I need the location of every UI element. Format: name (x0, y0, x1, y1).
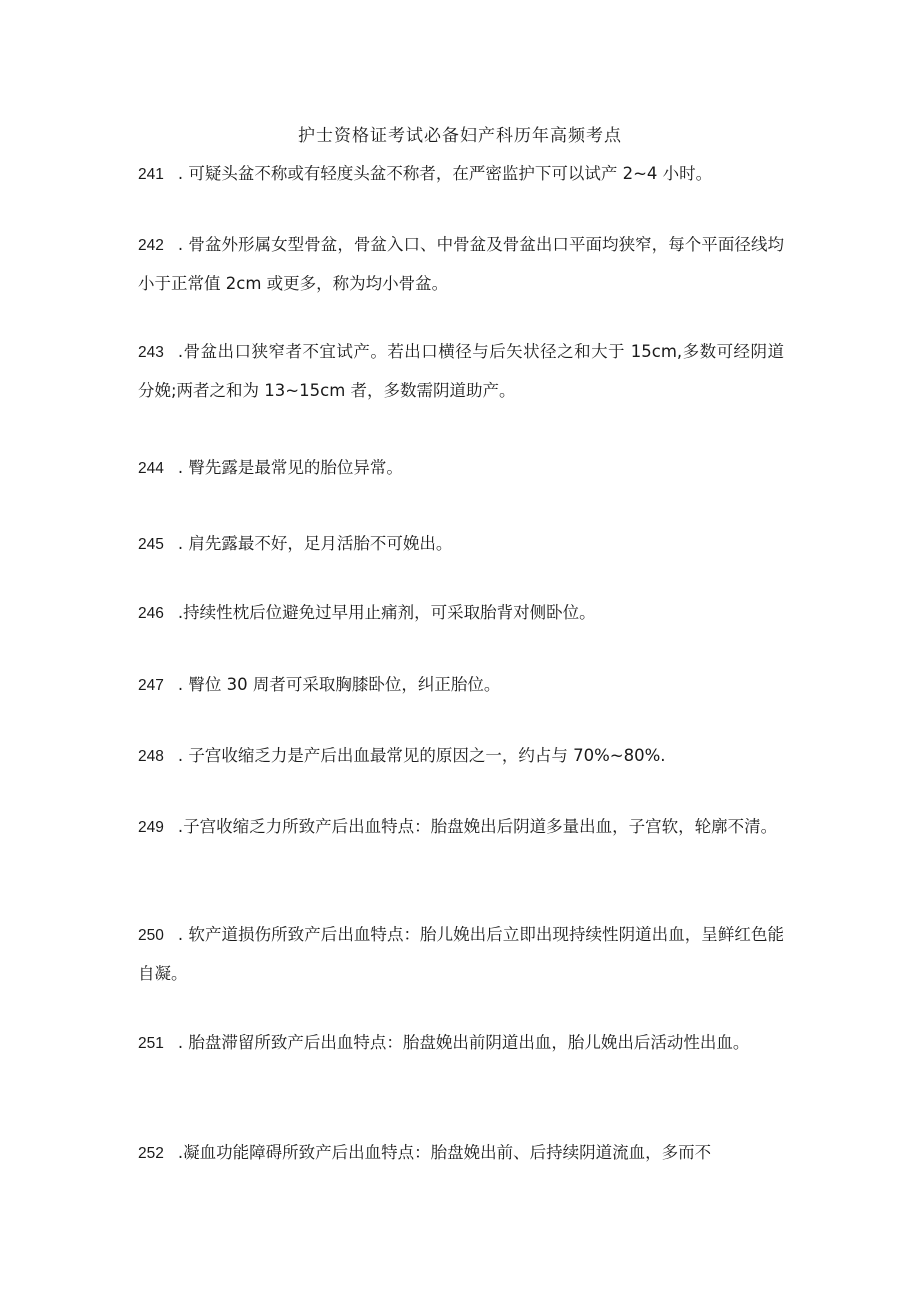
item-number: 242 (138, 237, 164, 254)
item-number: 245 (138, 536, 164, 553)
item-text: . 可疑头盆不称或有轻度头盆不称者，在严密监护下可以试产 2~4 小时。 (177, 164, 713, 183)
list-item (138, 666, 784, 705)
item-number: 244 (138, 460, 164, 477)
item-text: . 肩先露最不好，足月活胎不可娩出。 (177, 534, 453, 553)
page-title: 护士资格证考试必备妇产科历年高频考点 (298, 126, 622, 146)
item-number: 247 (138, 677, 164, 694)
list-item (138, 525, 784, 564)
list-item (138, 1134, 784, 1173)
item-text: . 臀先露是最常见的胎位异常。 (177, 458, 403, 477)
list-item (138, 449, 784, 488)
list-item (138, 333, 784, 410)
item-number: 250 (138, 927, 164, 944)
list-item (138, 737, 784, 776)
item-text: . 骨盆外形属女型骨盆，骨盆入口、中骨盆及骨盆出口平面均狭窄，每个平面径线均小于正常值 2cm 或更多，称为均小骨盆。 (138, 235, 784, 293)
item-text: . 子宫收缩乏力是产后出血最常见的原因之一，约占与 70%~80%. (177, 746, 666, 765)
list-item (138, 226, 784, 303)
item-text: . 软产道损伤所致产后出血特点：胎儿娩出后立即出现持续性阴道出血，呈鲜红色能自凝。 (138, 925, 784, 983)
item-number: 252 (138, 1145, 164, 1162)
item-text: .持续性枕后位避免过早用止痛剂，可采取胎背对侧卧位。 (177, 603, 596, 622)
item-number: 248 (138, 748, 164, 765)
item-number: 241 (138, 166, 164, 183)
item-text: .骨盆出口狭窄者不宜试产。若出口横径与后矢状径之和大于 15cm,多数可经阴道分娩;两者之和为 13~15cm 者，多数需阴道助产。 (138, 342, 784, 400)
list-item (138, 594, 784, 633)
list-item (138, 916, 784, 993)
item-text: .子宫收缩乏力所致产后出血特点：胎盘娩出后阴道多量出血，子宫软，轮廓不清。 (177, 817, 778, 836)
item-number: 249 (138, 819, 164, 836)
item-text: .凝血功能障碍所致产后出血特点：胎盘娩出前、后持续阴道流血，多而不 (177, 1143, 712, 1162)
item-number: 251 (138, 1035, 164, 1052)
list-item (138, 808, 784, 847)
item-number: 246 (138, 605, 164, 622)
list-item (138, 1024, 784, 1063)
item-number: 243 (138, 344, 164, 361)
list-item (138, 155, 784, 194)
item-text: . 臀位 30 周者可采取胸膝卧位，纠正胎位。 (177, 675, 501, 694)
item-text: . 胎盘滞留所致产后出血特点：胎盘娩出前阴道出血，胎儿娩出后活动性出血。 (177, 1033, 750, 1052)
